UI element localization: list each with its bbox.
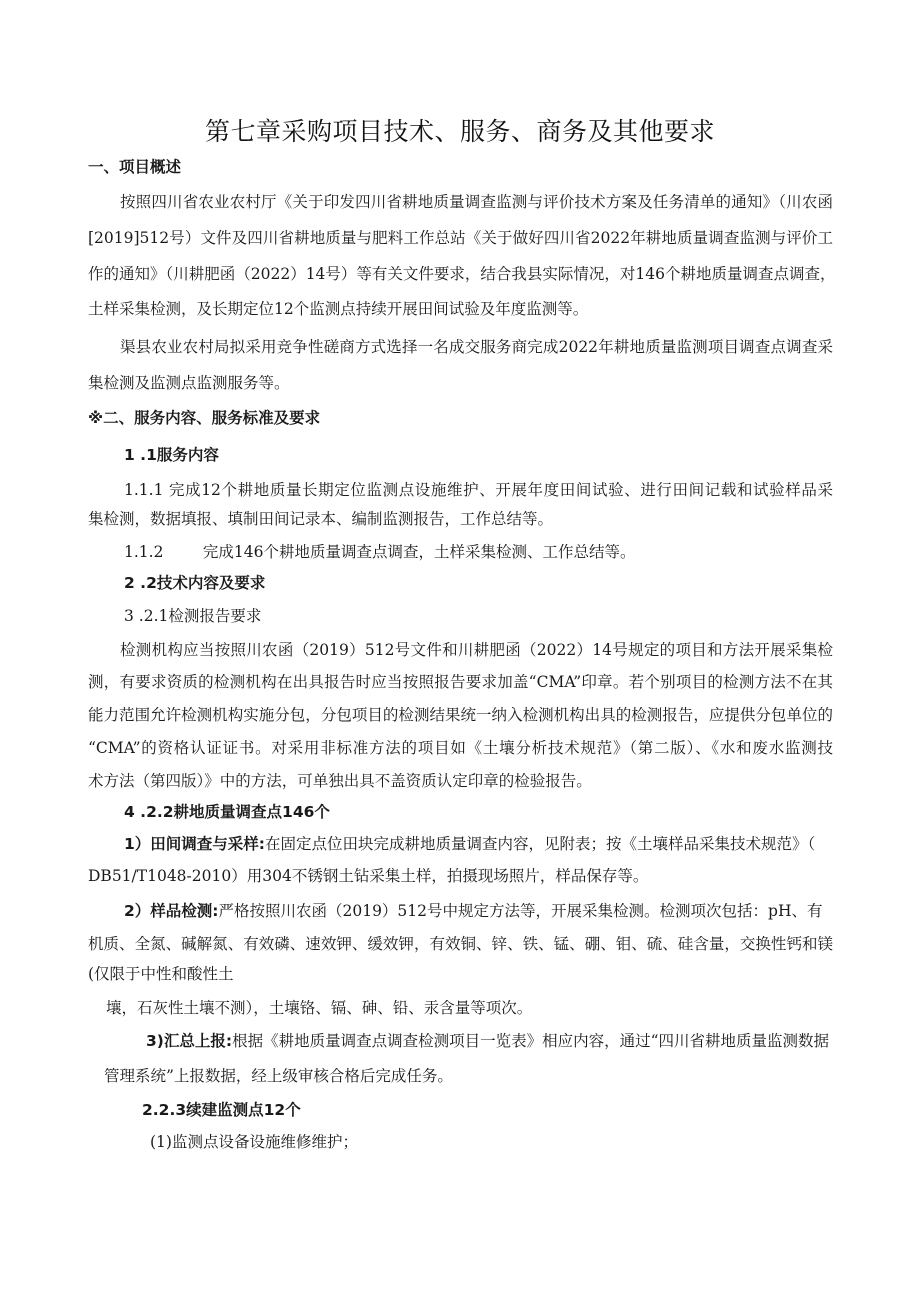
- list-item-label: 2）样品检测:: [124, 902, 219, 920]
- paragraph-line: 作的通知》（川耕肥函（2022）14号）等有关文件要求，结合我县实际情况，对146个耕地质量调查点调查，: [88, 265, 836, 283]
- list-item: (1)监测点设备设施维修维护；: [150, 1133, 358, 1151]
- paragraph-line: 术方法（第四版）》中的方法，可单独出具不盖资质认定印章的检验报告。: [88, 772, 592, 790]
- paragraph-line: 壤，石灰性土壤不测），土壤铬、镉、砷、铅、汞含量等项次。: [106, 999, 533, 1017]
- paragraph-line: 集检测及监测点监测服务等。: [88, 374, 290, 392]
- list-item-label: 3)汇总上报:: [146, 1032, 233, 1050]
- section-heading-overview: 一、项目概述: [88, 158, 182, 176]
- paragraph-line: “CMA”的资格认证证书。对采用非标准方法的项目如《土壤分析技术规范》（第二版）、《水和废水监测技: [88, 739, 833, 757]
- subsection-heading: 2.2.3续建监测点12个: [142, 1101, 301, 1119]
- paragraph-line: 检测机构应当按照川农函（2019）512号文件和川耕肥函（2022）14号规定的项目和方法开展采集检: [120, 641, 833, 659]
- subsection-heading: 3 .2.1检测报告要求: [124, 607, 262, 625]
- paragraph-line: 管理系统”上报数据，经上级审核合格后完成任务。: [104, 1067, 453, 1085]
- paragraph-line: (仅限于中性和酸性土: [88, 965, 234, 983]
- paragraph-line: 机质、全氮、碱解氮、有效磷、速效钾、缓效钾，有效铜、锌、铁、锰、硼、钼、硫、硅含量，交换性钙和镁: [88, 935, 833, 953]
- paragraph-line: 测，有要求资质的检测机构在出具报告时应当按照报告要求加盖“CMA”印章。若个别项目的检测方法不在其: [88, 673, 833, 691]
- subsection-heading: 1 .1服务内容: [124, 446, 219, 464]
- paragraph-line: 渠县农业农村局拟采用竞争性磋商方式选择一名成交服务商完成2022年耕地质量监测项目调查点调查采: [120, 338, 833, 356]
- subsection-heading: 4 .2.2耕地质量调查点146个: [124, 803, 330, 821]
- list-item-text: 根据《耕地质量调查点调查检测项目一览表》相应内容，通过“四川省耕地质量监测数据: [232, 1032, 830, 1050]
- page-title: 第七章采购项目技术、服务、商务及其他要求: [204, 117, 715, 146]
- list-item: [124, 901, 833, 921]
- paragraph-line: 1.1.2 完成146个耕地质量调查点调查，土样采集检测、工作总结等。: [124, 543, 636, 561]
- list-item-label: 1）田间调查与采样:: [124, 835, 265, 853]
- subsection-heading: 2 .2技术内容及要求: [124, 574, 266, 592]
- list-item: [146, 1031, 833, 1051]
- list-item-text: 在固定点位田块完成耕地质量调查内容，见附表；按《土壤样品采集技术规范》（: [264, 835, 816, 853]
- section-heading-services: ※二、服务内容、服务标准及要求: [88, 409, 321, 427]
- paragraph-line: 1.1.1 完成12个耕地质量长期定位监测点设施维护、开展年度田间试验、进行田间记载和试验样品采: [124, 481, 833, 499]
- paragraph-line: 按照四川省农业农村厅《关于印发四川省耕地质量调查监测与评价技术方案及任务清单的通知》（川农函: [120, 193, 833, 211]
- list-item-text: 严格按照川农函（2019）512号中规定方法等，开展采集检测。检测项次包括：pH、有: [218, 902, 823, 920]
- paragraph-line: [2019]512号）文件及四川省耕地质量与肥料工作总站《关于做好四川省2022年耕地质量调查监测与评价工: [88, 229, 833, 247]
- paragraph-line: 能力范围允许检测机构实施分包，分包项目的检测结果统一纳入检测机构出具的检测报告，应提供分包单位的: [88, 706, 833, 724]
- paragraph-line: 土样采集检测，及长期定位12个监测点持续开展田间试验及年度监测等。: [88, 300, 589, 318]
- paragraph-line: DB51/T1048-2010）用304不锈钢土钻采集土样，拍摄现场照片，样品保存等。: [88, 867, 649, 885]
- list-item: [124, 834, 833, 854]
- paragraph-line: 集检测，数据填报、填制田间记录本、编制监测报告，工作总结等。: [88, 510, 554, 528]
